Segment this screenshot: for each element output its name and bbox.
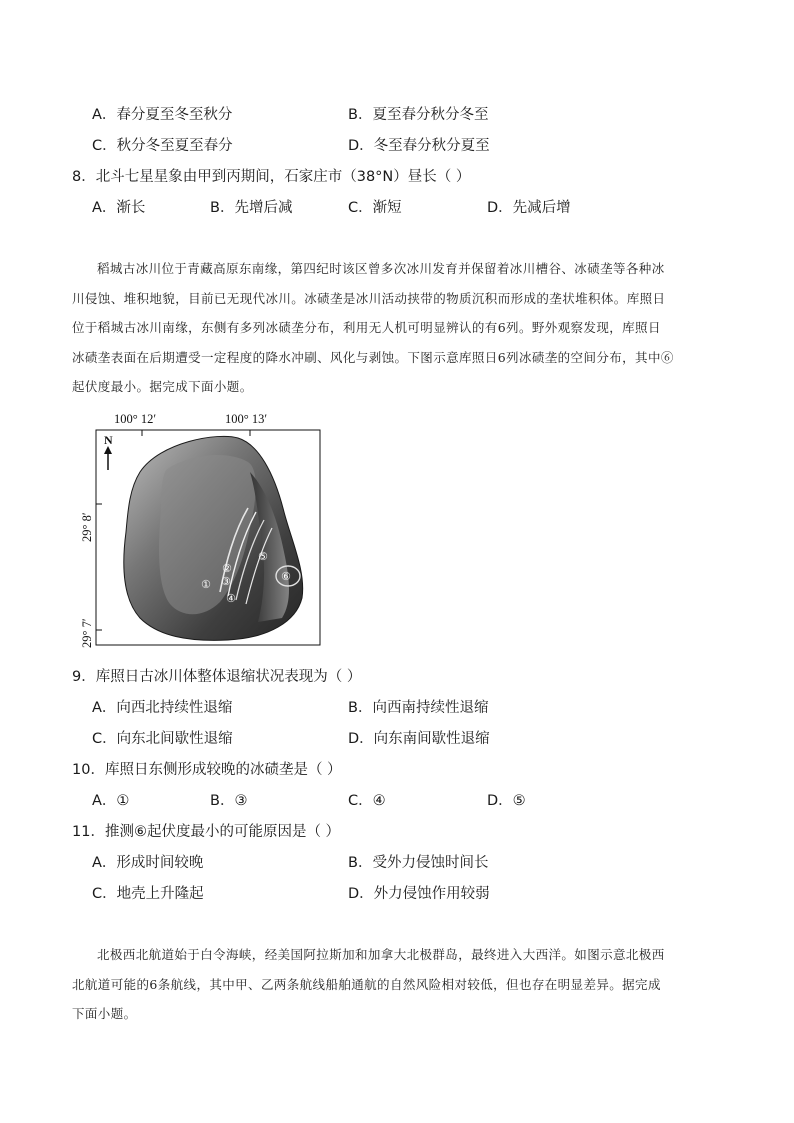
moraine-map-figure xyxy=(78,412,330,648)
moraine-marker-1: ① xyxy=(201,578,211,591)
q9-option-a: A．向西北持续性退缩 xyxy=(92,700,233,716)
q9-option-d: D．向东南间歇性退缩 xyxy=(348,731,490,747)
q11-option-d: D．外力侵蚀作用较弱 xyxy=(348,886,490,902)
passage-line: 下面小题。 xyxy=(72,1006,137,1021)
passage-line: 冰碛垄表面在后期遭受一定程度的降水冲刷、风化与剥蚀。下图示意库照日6列冰碛垄的空间分布，其中⑥ xyxy=(72,349,674,365)
latitude-label: 29° 7′ xyxy=(80,618,94,648)
passage-northwest-passage xyxy=(72,940,728,1029)
q10-option-b: B．③ xyxy=(210,793,248,809)
q8-stem: 8．北斗七星星象由甲到丙期间，石家庄市（38°N）昼长（ ） xyxy=(72,169,471,185)
q8-option-d: D．先减后增 xyxy=(487,200,571,216)
q7-option-b: B．夏至春分秋分冬至 xyxy=(348,107,489,123)
moraine-marker-6: ⑥ xyxy=(281,570,291,583)
passage-line: 北极西北航道始于白令海峡，经美国阿拉斯加和加拿大北极群岛，最终进入大西洋。如图示意北极西 xyxy=(97,947,665,962)
q11-stem: 11．推测⑥起伏度最小的可能原因是（ ） xyxy=(72,824,341,840)
q10-option-d: D．⑤ xyxy=(487,793,526,809)
longitude-label: 100° 13′ xyxy=(225,412,268,426)
passage-line: 川侵蚀、堆积地貌，目前已无现代冰川。冰碛垄是冰川活动挟带的物质沉积而形成的垄状堆积体。库照日 xyxy=(72,290,666,306)
q8-option-b: B．先增后减 xyxy=(210,200,293,216)
q11-option-b: B．受外力侵蚀时间长 xyxy=(348,855,489,871)
q8-option-a: A．渐长 xyxy=(92,200,146,216)
moraine-marker-2: ② xyxy=(222,562,232,575)
passage-line: 北航道可能的6条航线，其中甲、乙两条航线船舶通航的自然风险相对较低，但也存在明显差异。据完成 xyxy=(72,976,661,992)
latitude-label: 29° 8′ xyxy=(80,512,94,542)
q9-stem: 9．库照日古冰川体整体退缩状况表现为（ ） xyxy=(72,669,362,685)
q10-option-c: C．④ xyxy=(348,793,386,809)
longitude-label: 100° 12′ xyxy=(114,412,157,426)
moraine-marker-4: ④ xyxy=(226,592,236,605)
passage-line: 位于稻城古冰川南缘，东侧有多列冰碛垄分布，利用无人机可明显辨认的有6列。野外观察发现，库照日 xyxy=(72,320,661,335)
q10-stem: 10．库照日东侧形成较晚的冰碛垄是（ ） xyxy=(72,762,342,778)
passage-glacier xyxy=(72,254,728,402)
passage-line: 稻城古冰川位于青藏高原东南缘，第四纪时该区曾多次冰川发育并保留着冰川槽谷、冰碛垄等各种冰 xyxy=(97,261,665,276)
moraine-marker-5: ⑤ xyxy=(258,550,268,563)
passage-line: 起伏度最小。据完成下面小题。 xyxy=(72,379,253,394)
q10-option-a: A．① xyxy=(92,793,130,809)
q7-option-a: A．春分夏至冬至秋分 xyxy=(92,107,233,123)
q9-option-c: C．向东北间歇性退缩 xyxy=(92,731,233,747)
q11-option-a: A．形成时间较晚 xyxy=(92,855,204,871)
moraine-map xyxy=(78,412,330,648)
north-label: N xyxy=(104,433,113,447)
q7-option-d: D．冬至春分秋分夏至 xyxy=(348,138,490,154)
q9-option-b: B．向西南持续性退缩 xyxy=(348,700,489,716)
q8-option-c: C．渐短 xyxy=(348,200,402,216)
q11-option-c: C．地壳上升隆起 xyxy=(92,886,204,902)
q7-option-c: C．秋分冬至夏至春分 xyxy=(92,138,233,154)
moraine-marker-3: ③ xyxy=(221,575,231,588)
